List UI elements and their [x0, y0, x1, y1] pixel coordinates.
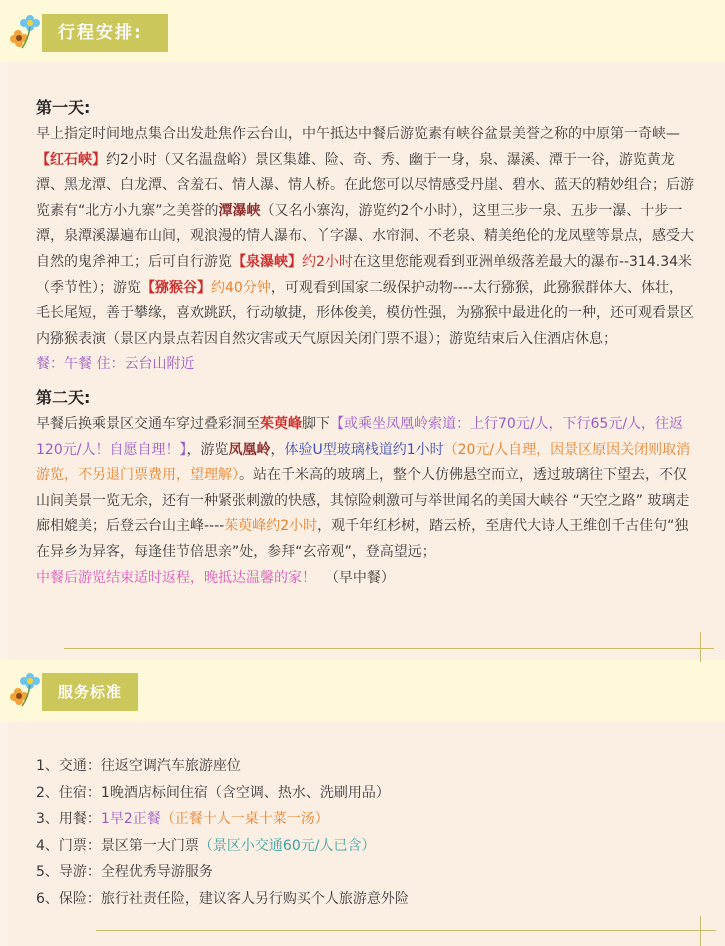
text: 早餐后换乘景区交通车穿过叠彩洞至	[36, 415, 260, 432]
text: （又名小寨沟，游览约2个小时），这里三步一泉、五步一瀑、十步一潭，泉潭溪瀑遍布山间，观浪漫的情人瀑布、丫字瀑、水帘洞、不老泉、精美绝伦的龙凤壁等景点，感受大自然的鬼斧神工；后可自行游览	[36, 202, 694, 270]
list-item	[36, 753, 696, 780]
highlight-tanpuxia: 潭瀑峡	[218, 202, 261, 219]
meals-note: （早中餐）	[324, 569, 395, 586]
highlight-hongshixia: 【红石峡】	[36, 151, 106, 168]
list-item	[36, 886, 696, 913]
highlight-quanpuxia: 【泉瀑峡】	[232, 253, 302, 270]
service-text: 全程优秀导游服务	[100, 864, 213, 880]
text: 约2小时（又名温盘峪）景区集雄、险、奇、秀、幽于一身，泉、瀑溪、潭于一谷，游览黄龙潭、黑龙潭、白龙潭、含羞石、情人瀑、情人桥。在此您可以尽情感受丹崖、碧水、蓝天的精妙组合；后游览素有“北方小九寨”之美誉的	[36, 151, 694, 219]
highlight-glass-walkway: 体验U型玻璃栈道约1小时	[284, 441, 444, 458]
return-note: 中餐后游览结束适时返程，晚抵达温馨的家！	[36, 569, 316, 586]
divider	[96, 930, 716, 931]
service-text: 景区第一大门票	[100, 837, 199, 854]
highlight-duration: 约40分钟	[211, 279, 271, 296]
service-note: （景区小交通60元/人已含）	[198, 837, 376, 854]
highlight-cableway: 【或乘坐凤凰岭索道：上行70元/人，下行65元/人，往返120元/人！自愿自理！】	[36, 415, 684, 458]
services-list	[36, 753, 696, 912]
service-text: 往返空调汽车旅游座位	[100, 758, 241, 774]
service-label: 4、门票：	[36, 837, 101, 854]
list-item	[36, 859, 696, 886]
highlight-peak-duration: 茱萸峰约2小时	[224, 518, 318, 535]
service-text: 1早2正餐	[100, 811, 161, 827]
text: 早上指定时间地点集合出发赴焦作云台山，中午抵达中餐后游览素有峡谷盆景美誉之称的中原第一奇峡—	[36, 126, 680, 142]
text: ，	[270, 441, 285, 458]
text: 在这里您能观看到亚洲单级落差最大的瀑布--314.34米（季节性）；游览	[36, 253, 693, 296]
day1-title: 第一天:	[36, 98, 91, 117]
day2-description	[36, 412, 696, 566]
day2-title: 第二天:	[36, 387, 91, 407]
divider	[700, 632, 701, 662]
text: ，可观看到国家二级保护动物----太行猕猴，此猕猴群体大、体壮，毛长尾短，善于攀缘，喜欢跳跃，行动敏捷，形体俊美，模仿性强，为猕猴中最进化的一种，还可观看景区内猕猴表演（景区内景点若因自然灾害或天气原因关闭门票不退）；游览结束后入住酒店休息；	[36, 279, 694, 347]
highlight-peak: 茱萸峰	[260, 415, 302, 432]
flower-icon	[10, 10, 44, 50]
service-note: （正餐十人一桌十菜一汤）	[160, 811, 329, 827]
text: 脚下	[302, 415, 330, 432]
service-label: 1、交通：	[36, 758, 101, 774]
highlight-mihougu: 【猕猴谷】	[141, 279, 211, 296]
divider	[700, 916, 701, 946]
text: ，游览	[186, 441, 229, 458]
service-label: 3、用餐：	[36, 811, 101, 827]
text: ，观千年红杉树，踏云桥，至唐代大诗人王维创千古佳句“独在异乡为异客，每逢佳节倍思亲”处，参拜“玄帝观”，登高望远；	[36, 518, 689, 560]
day2-return	[36, 566, 696, 592]
service-label: 6、保险：	[36, 890, 101, 907]
divider	[64, 648, 714, 649]
day1-description	[36, 122, 696, 352]
section-title-itinerary: 行程安排:	[42, 14, 168, 52]
list-item	[36, 833, 696, 860]
service-text: 1晚酒店标间住宿（含空调、热水、洗刷用品）	[100, 784, 390, 801]
highlight-duration: 约2小时	[302, 253, 353, 270]
flower-icon	[10, 668, 44, 708]
day1-meals: 餐：午餐 住：云台山附近	[36, 356, 195, 373]
service-label: 5、导游：	[36, 864, 101, 880]
service-label: 2、住宿：	[36, 784, 101, 801]
service-text: 旅行社责任险，建议客人另行购买个人旅游意外险	[100, 890, 409, 907]
text: 。站在千米高的玻璃上，整个人仿佛悬空而立，透过玻璃往下望去，不仅山间美景一览无余，还有一种紧张刺激的快感，其惊险刺激可与举世闻名的美国大峡谷 “天空之路” 玻璃走廊相媲美；后登云台山主峰----	[36, 467, 690, 535]
list-item	[36, 806, 696, 833]
highlight-fenghuangling: 凤凰岭	[228, 441, 271, 458]
section-title-services: 服务标准	[42, 673, 138, 711]
list-item	[36, 780, 696, 807]
highlight-glass-note: （20元/人自理，因景区原因关闭则取消游览，不另退门票费用，望理解）	[36, 441, 691, 484]
itinerary-content	[36, 94, 696, 591]
